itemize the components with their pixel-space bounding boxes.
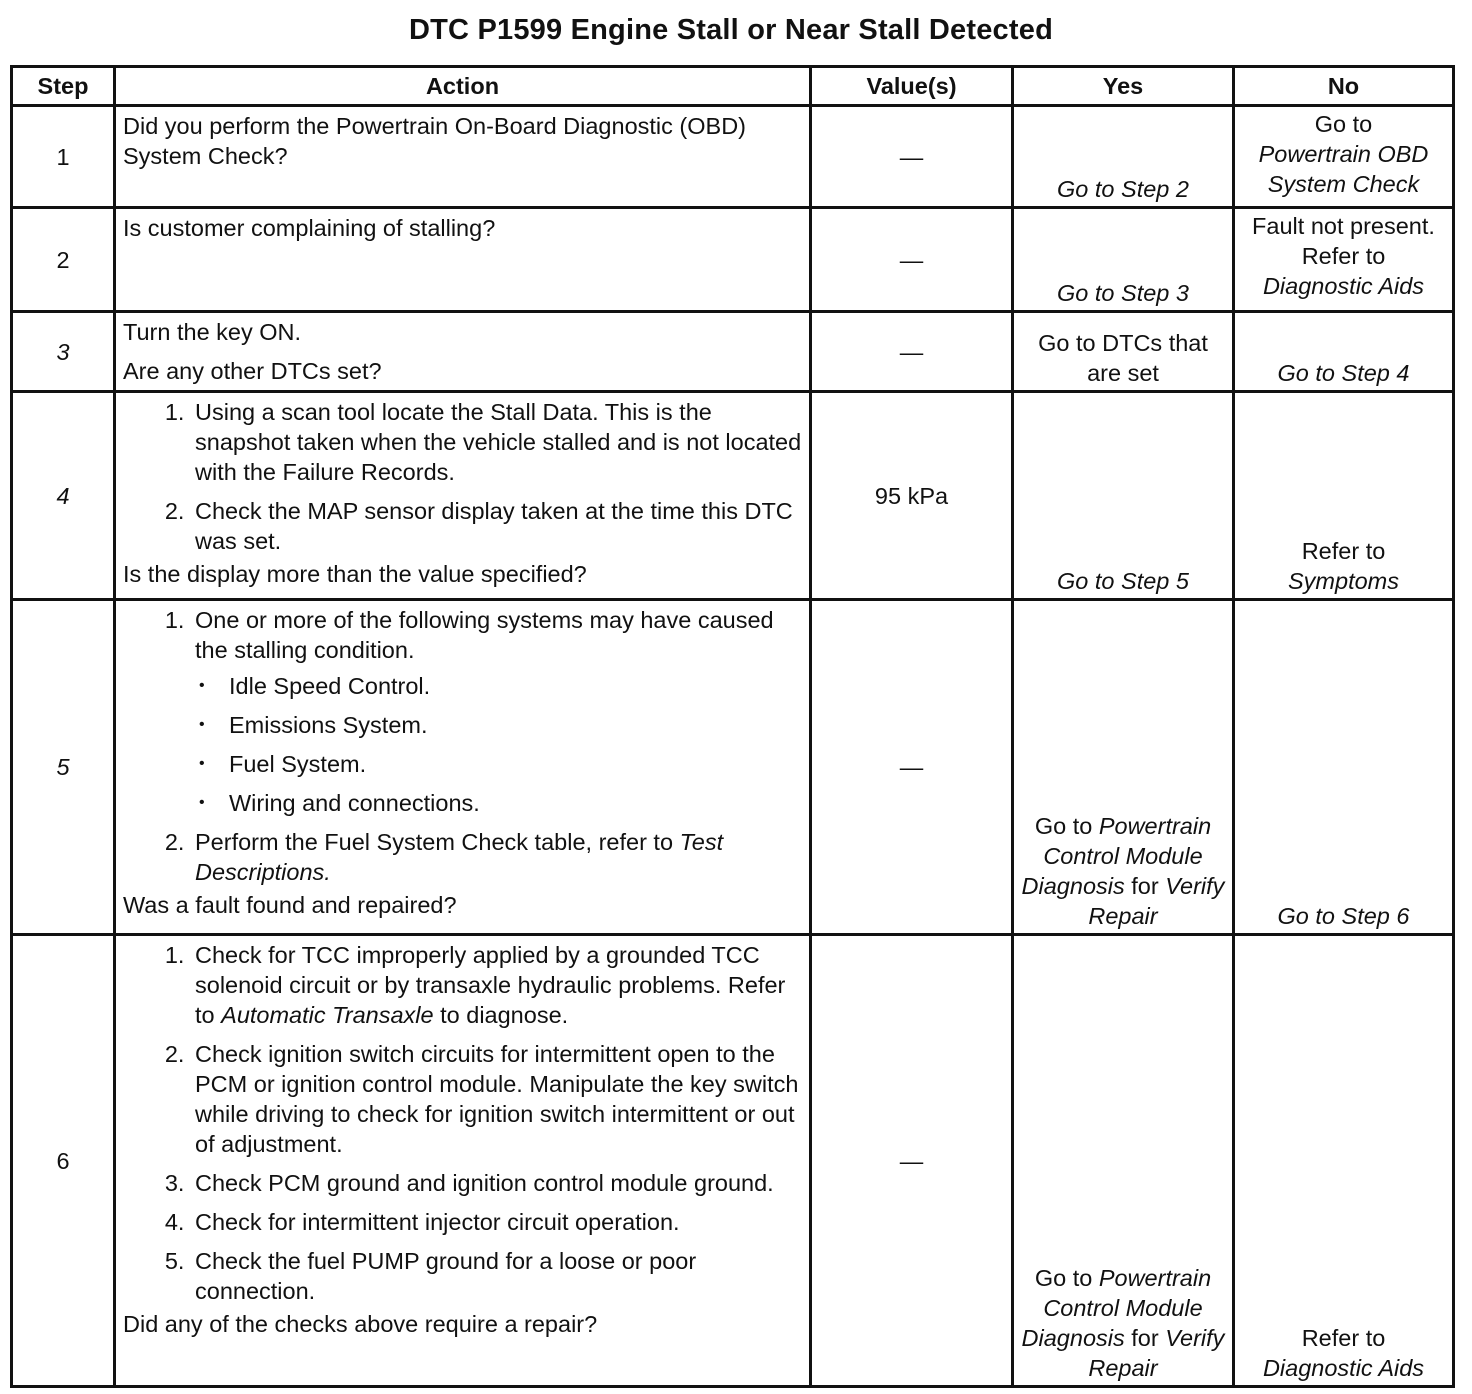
- no-text: Refer to: [1301, 1325, 1386, 1351]
- action-step: 3. Check PCM ground and ignition control module ground.: [191, 1168, 803, 1198]
- table-row: [12, 392, 1454, 600]
- bullet-icon: •: [199, 794, 205, 811]
- action-steps: [123, 397, 803, 556]
- yes-text[interactable]: Go to DTCs that: [1038, 330, 1208, 356]
- system-list: [195, 671, 803, 818]
- no-text-refer: Refer to: [1301, 243, 1386, 269]
- value-cell: —: [811, 600, 1013, 935]
- yes-text: Go to: [1034, 1265, 1099, 1291]
- step-question: Was a fault found and repaired?: [123, 892, 457, 918]
- action-cell: [115, 935, 811, 1387]
- action-step: [191, 827, 803, 887]
- yes-cell: [1013, 392, 1234, 600]
- action-step-text: Perform the Fuel System Check table, refer to: [195, 829, 680, 855]
- list-item: [199, 749, 803, 779]
- step-question: Are any other DTCs set?: [123, 358, 382, 384]
- value-cell: —: [811, 106, 1013, 208]
- action-cell: [115, 208, 811, 312]
- page-title: DTC P1599 Engine Stall or Near Stall Detected: [409, 14, 1053, 46]
- action-step-tail: to diagnose.: [433, 1002, 569, 1028]
- action-cell: [115, 600, 811, 935]
- no-cell: [1234, 106, 1454, 208]
- table-row: [12, 106, 1454, 208]
- yes-cell: [1013, 208, 1234, 312]
- table-row: [12, 935, 1454, 1387]
- bullet-icon: •: [199, 677, 205, 694]
- value-cell: 95 kPa: [811, 392, 1013, 600]
- action-step: 5. Check the fuel PUMP ground for a loose or poor connection.: [191, 1246, 803, 1306]
- action-step: 2. Check the MAP sensor display taken at the time this DTC was set.: [191, 496, 803, 556]
- verify-repair-link[interactable]: Verify Repair: [1088, 1325, 1225, 1381]
- step-instruction: Turn the key ON.: [123, 319, 302, 345]
- header-yes: Yes: [1013, 67, 1234, 106]
- no-cell: [1234, 935, 1454, 1387]
- action-step: 1. Using a scan tool locate the Stall Data. This is the snapshot taken when the vehicle stalled and is not located with the Failure Records.: [191, 397, 803, 487]
- yes-link[interactable]: Go to Step 3: [1057, 280, 1189, 306]
- no-cell: [1234, 208, 1454, 312]
- no-text: Go to: [1314, 111, 1373, 137]
- no-link[interactable]: Diagnostic Aids: [1262, 273, 1425, 299]
- yes-link[interactable]: Go to Step 5: [1057, 568, 1189, 594]
- action-cell: [115, 312, 811, 392]
- list-item-text: Emissions System.: [229, 712, 428, 738]
- no-link[interactable]: Powertrain OBD: [1258, 141, 1429, 167]
- step-number: 5: [12, 600, 115, 935]
- bullet-icon: •: [199, 755, 205, 772]
- yes-cell: [1013, 600, 1234, 935]
- list-item-text: Wiring and connections.: [229, 790, 480, 816]
- test-descriptions-link[interactable]: Test Descriptions.: [195, 829, 724, 885]
- step-number: 6: [12, 935, 115, 1387]
- yes-text: Go to: [1034, 813, 1099, 839]
- step-number: 3: [12, 312, 115, 392]
- step-question: Did any of the checks above require a repair?: [123, 1311, 598, 1337]
- action-cell: [115, 392, 811, 600]
- no-link[interactable]: Diagnostic Aids: [1262, 1355, 1425, 1381]
- list-item: [199, 710, 803, 740]
- action-step-text: One or more of the following systems may have caused the stalling condition.: [195, 607, 774, 663]
- table-row: [12, 312, 1454, 392]
- no-link[interactable]: Symptoms: [1288, 568, 1399, 594]
- yes-link[interactable]: Powertrain Control Module Diagnosis: [1021, 813, 1212, 899]
- no-text: Fault not present.: [1252, 213, 1435, 239]
- header-step: Step: [12, 67, 115, 106]
- no-link[interactable]: Go to Step 4: [1277, 360, 1410, 386]
- action-step-text: Check for TCC improperly applied by a grounded TCC solenoid circuit or by transaxle hydraulic problems. Refer to: [195, 942, 786, 1028]
- bullet-icon: •: [199, 716, 205, 733]
- action-step: [191, 940, 803, 1030]
- table-row: [12, 208, 1454, 312]
- no-link[interactable]: Go to Step 6: [1277, 903, 1410, 929]
- value-cell: —: [811, 312, 1013, 392]
- no-cell: [1234, 392, 1454, 600]
- verify-repair-link[interactable]: Verify Repair: [1088, 873, 1225, 929]
- no-text: Refer to: [1301, 538, 1386, 564]
- header-action: Action: [115, 67, 811, 106]
- list-item: [199, 671, 803, 701]
- step-question: Is the display more than the value specified?: [123, 561, 587, 587]
- no-cell: [1234, 600, 1454, 935]
- yes-cell: [1013, 106, 1234, 208]
- action-steps: [123, 940, 803, 1306]
- list-item-text: Fuel System.: [229, 751, 367, 777]
- no-cell: [1234, 312, 1454, 392]
- list-item: [199, 788, 803, 818]
- action-step: [191, 605, 803, 818]
- yes-text-for: for: [1124, 873, 1166, 899]
- yes-link[interactable]: Powertrain Control Module Diagnosis: [1021, 1265, 1212, 1351]
- step-number: 1: [12, 106, 115, 208]
- list-item-text: Idle Speed Control.: [229, 673, 431, 699]
- step-question: Is customer complaining of stalling?: [123, 215, 496, 241]
- yes-text-for: for: [1124, 1325, 1166, 1351]
- step-number: 4: [12, 392, 115, 600]
- yes-link[interactable]: Go to Step 2: [1057, 176, 1189, 202]
- table-header-row: [12, 67, 1454, 106]
- action-step: 2. Check ignition switch circuits for intermittent open to the PCM or ignition control module. Manipulate the key switch while driving to check for ignition switch intermittent or out of adjustment.: [191, 1039, 803, 1159]
- action-cell: [115, 106, 811, 208]
- value-cell: —: [811, 935, 1013, 1387]
- no-link-cont[interactable]: System Check: [1267, 171, 1420, 197]
- step-question: Did you perform the Powertrain On-Board Diagnostic (OBD) System Check?: [123, 113, 746, 169]
- table-row: [12, 600, 1454, 935]
- yes-text-cont[interactable]: are set: [1087, 360, 1159, 386]
- header-no: No: [1234, 67, 1454, 106]
- diagnostic-table: [10, 65, 1455, 1388]
- value-cell: —: [811, 208, 1013, 312]
- action-step: 4. Check for intermittent injector circuit operation.: [191, 1207, 803, 1237]
- step-number: 2: [12, 208, 115, 312]
- yes-cell: [1013, 312, 1234, 392]
- yes-cell: [1013, 935, 1234, 1387]
- action-steps: [123, 605, 803, 887]
- automatic-transaxle-link[interactable]: Automatic Transaxle: [221, 1002, 434, 1028]
- header-values: Value(s): [811, 67, 1013, 106]
